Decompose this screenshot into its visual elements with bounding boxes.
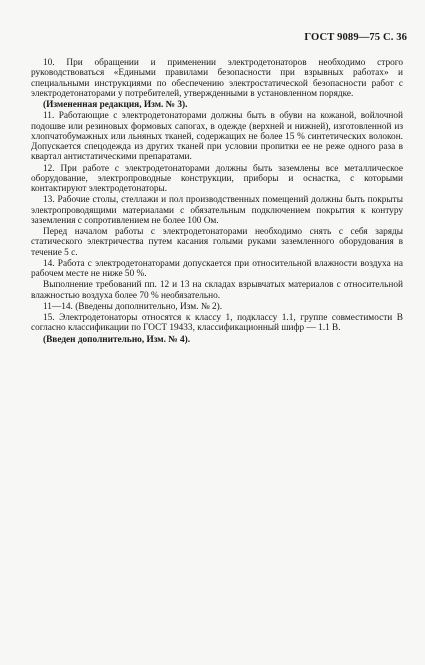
paragraph-11: 11. Работающие с электродетонаторами должны быть в обуви на кожаной, войлочной подошве или резиновых формовых сапогах, в одежде (верхней и нижней), изготовленной из хлопчатобумажных или льняных тканей, содержащих не более 15 % синтетических волокон. Допускается спецодежда из других тканей при условии пропитки ее не реже одного раза в квартал антистатическими препаратами. bbox=[31, 111, 403, 163]
paragraph-13: 13. Рабочие столы, стеллажи и пол производственных помещений должны быть покрыты электропроводящими материалами с обязательным подключением покрытия к контуру заземления с сопротивлением не более 100 Ом. bbox=[31, 195, 403, 226]
document-body bbox=[31, 58, 403, 346]
amendment-note-2: 11—14. (Введены дополнительно, Изм. № 2). bbox=[43, 301, 223, 312]
paragraph-humidity: Выполнение требований пп. 12 и 13 на складах взрывчатых материалов с относительной влажностью воздуха более 70 % необязательно. bbox=[31, 280, 403, 301]
paragraph-15: 15. Электродетонаторы относятся к классу 1, подклассу 1.1, группе совместимости В согласно классификации по ГОСТ 19433, классификационный шифр — 1.1 В. bbox=[31, 313, 403, 334]
paragraph-10: 10. При обращении и применении электродетонаторов необходимо строго руководствоваться «Едиными правилами безопасности при взрывных работах» и специальными инструкциями по обеспечению электростатической безопасности работ с электродетонаторами у потребителей, утвержденными в установленном порядке. bbox=[31, 58, 403, 99]
page-header: ГОСТ 9089—75 С. 36 bbox=[304, 32, 407, 43]
paragraph-12: 12. При работе с электродетонаторами должны быть заземлены все металлическое оборудование, электропроводные конструкции, приборы и оснастка, с которыми контактируют электродетонаторы. bbox=[31, 163, 403, 194]
paragraph-static-discharge: Перед началом работы с электродетонаторами необходимо снять с себя заряды статического электричества путем касания голыми руками заземленного оборудования в течение 5 с. bbox=[31, 227, 403, 258]
paragraph-14: 14. Работа с электродетонаторами допускается при относительной влажности воздуха на рабочем месте не ниже 50 %. bbox=[31, 258, 403, 279]
amendment-note-4: (Введен дополнительно, Изм. № 4). bbox=[43, 334, 191, 345]
amendment-note-3: (Измененная редакция, Изм. № 3). bbox=[43, 100, 188, 110]
